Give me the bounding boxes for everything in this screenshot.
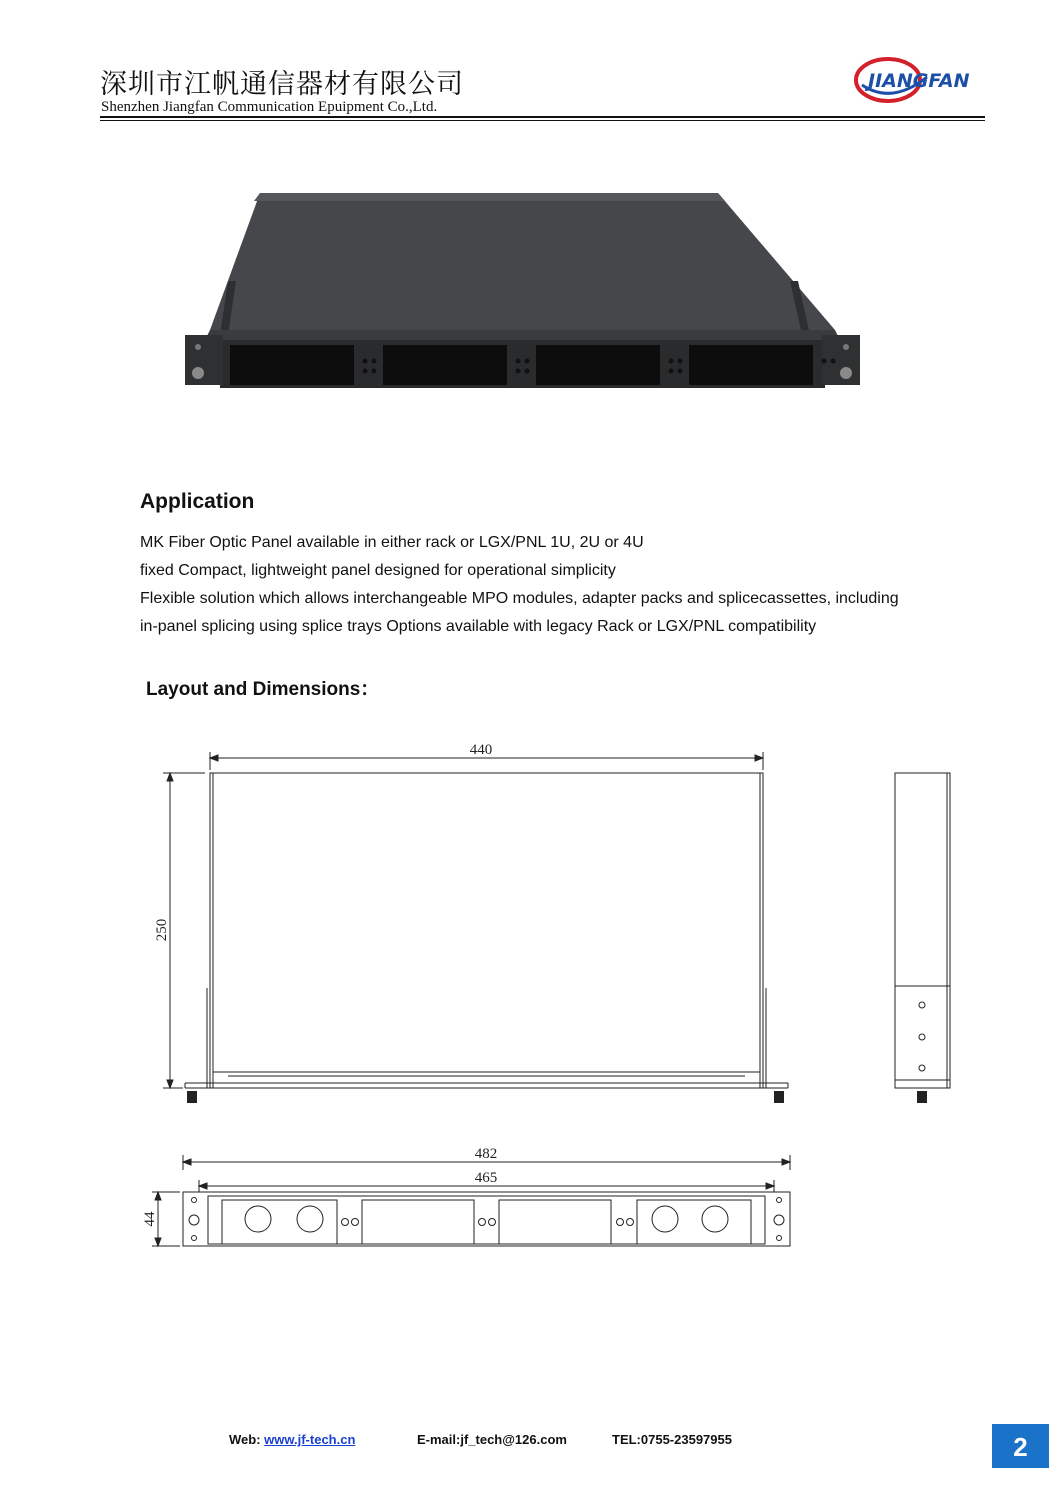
application-line-1: MK Fiber Optic Panel available in either rack or LGX/PNL 1U, 2U or 4U	[140, 534, 644, 551]
header-rule-thin	[100, 120, 985, 121]
footer-email: E-mail:jf_tech@126.com	[417, 1432, 567, 1447]
layout-heading: Layout and Dimensions：	[146, 679, 380, 700]
dim-top-width: 440	[469, 742, 493, 758]
svg-text:✦: ✦	[902, 59, 910, 69]
application-line-4: in-panel splicing using splice trays Options available with legacy Rack or LGX/PNL compatibility	[140, 618, 817, 635]
header-rule	[100, 116, 985, 118]
company-name-english: Shenzhen Jiangfan Communication Epuipment Co.,Ltd.	[101, 99, 438, 115]
application-heading: Application	[140, 490, 255, 513]
application-line-3: Flexible solution which allows interchangeable MPO modules, adapter packs and splicecassettes, including	[140, 590, 899, 607]
footer-tel: TEL:0755-23597955	[612, 1432, 732, 1447]
application-line-2: fixed Compact, lightweight panel designed for operational simplicity	[140, 562, 616, 579]
dim-height: 44	[142, 1211, 158, 1227]
dim-overall-width: 482	[474, 1146, 498, 1162]
footer-web-link[interactable]: www.jf-tech.cn	[264, 1432, 356, 1447]
company-name-chinese: 深圳市江帆通信器材有限公司	[100, 69, 464, 100]
logo-text: JIANGFAN	[868, 70, 970, 92]
dim-depth: 250	[154, 918, 170, 942]
company-logo	[852, 55, 988, 105]
footer-web-label: Web:	[229, 1432, 265, 1447]
dim-mount-width: 465	[474, 1170, 498, 1186]
footer-web	[229, 1432, 355, 1447]
page-number: 2	[992, 1424, 1049, 1468]
product-photo	[180, 185, 865, 415]
